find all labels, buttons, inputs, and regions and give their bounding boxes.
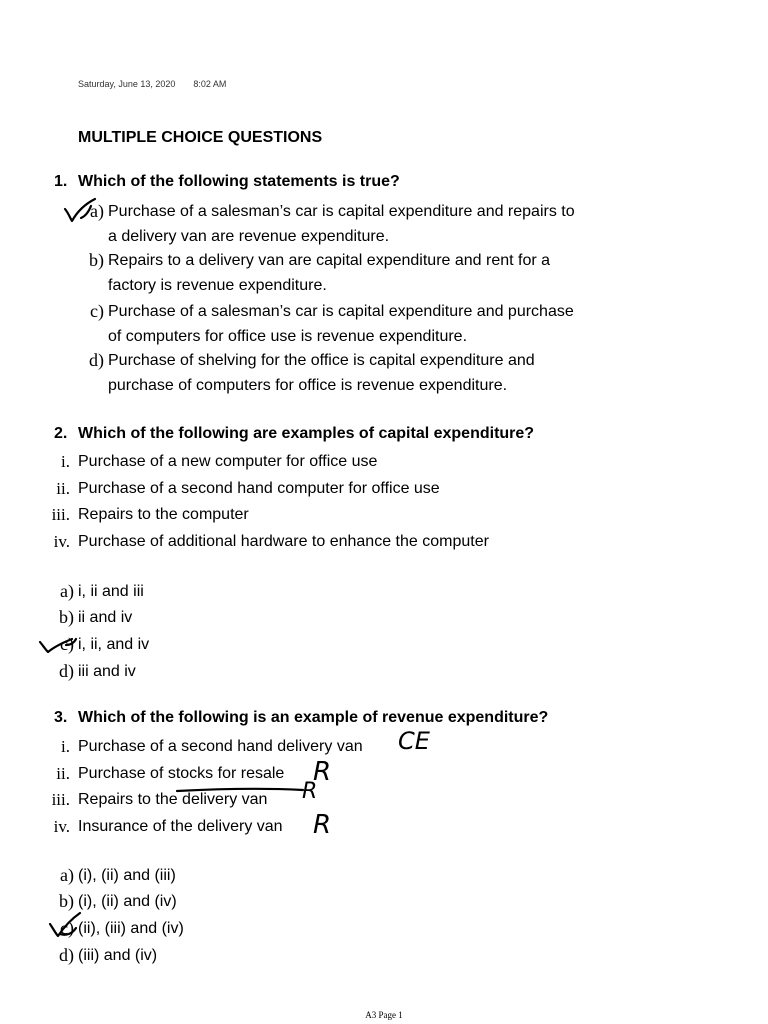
- question-1-option-a: [90, 199, 575, 249]
- question-1-heading: [54, 173, 400, 191]
- option-marker: c): [60, 634, 74, 654]
- question-1-option-b: [89, 248, 551, 298]
- option-marker: a): [90, 201, 104, 221]
- option-marker: d): [59, 945, 74, 965]
- option-line: purchase of computers for office is revenue expenditure.: [108, 377, 508, 394]
- option-text: ii and iv: [78, 609, 133, 626]
- question-3-item-ii: [56, 761, 285, 786]
- note-date: Saturday, June 13, 2020: [78, 79, 176, 89]
- item-text: Purchase of a second hand delivery van: [78, 738, 363, 755]
- question-3-option-c: [60, 916, 184, 941]
- option-marker: c): [60, 918, 74, 938]
- underlined-text: stocks for resale: [167, 765, 285, 782]
- option-line: factory is revenue expenditure.: [108, 277, 327, 294]
- question-2-item-i: [61, 449, 378, 474]
- option-text: (ii), (iii) and (iv): [78, 920, 184, 937]
- item-marker: iii.: [51, 790, 70, 809]
- question-1-option-d: [89, 348, 535, 398]
- option-marker: d): [89, 350, 104, 370]
- question-3-heading: [54, 709, 548, 727]
- option-text: i, ii, and iv: [78, 636, 150, 653]
- question-2-item-iii: [51, 502, 249, 527]
- item-marker: i.: [61, 452, 70, 471]
- option-marker: b): [89, 250, 104, 270]
- handwritten-annotation-ce: CE: [398, 727, 430, 755]
- page-footer: A3 Page 1: [365, 1010, 403, 1020]
- question-number: 2.: [54, 425, 68, 442]
- option-marker: b): [59, 891, 74, 911]
- item-marker: ii.: [56, 479, 70, 498]
- option-line: Purchase of a salesman’s car is capital expenditure and repairs to: [108, 203, 575, 220]
- option-text: (i), (ii) and (iii): [78, 867, 176, 884]
- item-marker: ii.: [56, 764, 70, 783]
- question-2-heading: [54, 425, 534, 443]
- question-1-option-c: [90, 299, 574, 349]
- question-text: Which of the following is an example of revenue expenditure?: [78, 709, 549, 726]
- question-3-item-i: [61, 734, 363, 759]
- item-text: Purchase of: [78, 765, 168, 782]
- option-text: (i), (ii) and (iv): [78, 893, 177, 910]
- question-3-option-b: [59, 889, 177, 914]
- option-line: a delivery van are revenue expenditure.: [108, 228, 390, 245]
- option-line: Repairs to a delivery van are capital expenditure and rent for a: [108, 252, 551, 269]
- note-time: 8:02 AM: [193, 79, 227, 89]
- question-text: Which of the following statements is true?: [78, 173, 400, 190]
- option-line: Purchase of a salesman’s car is capital expenditure and purchase: [108, 303, 574, 320]
- item-text: Repairs to the delivery van: [78, 791, 268, 808]
- option-marker: a): [60, 581, 74, 601]
- option-marker: d): [59, 661, 74, 681]
- question-number: 1.: [54, 173, 68, 190]
- question-2-option-c: [60, 632, 150, 657]
- page-title: MULTIPLE CHOICE QUESTIONS: [78, 129, 323, 146]
- item-marker: iv.: [53, 817, 70, 836]
- option-text: i, ii and iii: [78, 583, 144, 600]
- item-text: Insurance of the delivery van: [78, 818, 283, 835]
- question-3-item-iii: [51, 787, 268, 812]
- handwritten-annotation-r: R: [302, 779, 318, 804]
- question-number: 3.: [54, 709, 68, 726]
- question-2-option-d: [59, 659, 136, 684]
- handwritten-annotation-r: R: [313, 757, 332, 787]
- item-text: Purchase of a second hand computer for office use: [78, 480, 440, 497]
- question-2-item-ii: [56, 476, 440, 501]
- item-marker: i.: [61, 737, 70, 756]
- option-marker: a): [60, 865, 74, 885]
- question-2-item-iv: [53, 529, 489, 554]
- option-line: of computers for office use is revenue expenditure.: [108, 328, 468, 345]
- option-line: Purchase of shelving for the office is capital expenditure and: [108, 352, 535, 369]
- item-text: Purchase of a new computer for office use: [78, 453, 378, 470]
- question-3-item-iv: [53, 814, 283, 839]
- question-2-option-a: [60, 579, 144, 604]
- handwritten-annotation-r: R: [313, 810, 332, 840]
- item-marker: iv.: [53, 532, 70, 551]
- option-marker: c): [90, 301, 104, 321]
- question-text: Which of the following are examples of capital expenditure?: [78, 425, 535, 442]
- item-text: Repairs to the computer: [78, 506, 249, 523]
- question-3-option-d: [59, 943, 158, 968]
- question-3-option-a: [60, 863, 176, 888]
- note-timestamp: [78, 79, 226, 89]
- option-text: iii and iv: [78, 663, 136, 680]
- item-text: Purchase of additional hardware to enhance the computer: [78, 533, 489, 550]
- option-marker: b): [59, 607, 74, 627]
- question-2-option-b: [59, 605, 133, 630]
- option-text: (iii) and (iv): [78, 947, 158, 964]
- item-marker: iii.: [51, 505, 70, 524]
